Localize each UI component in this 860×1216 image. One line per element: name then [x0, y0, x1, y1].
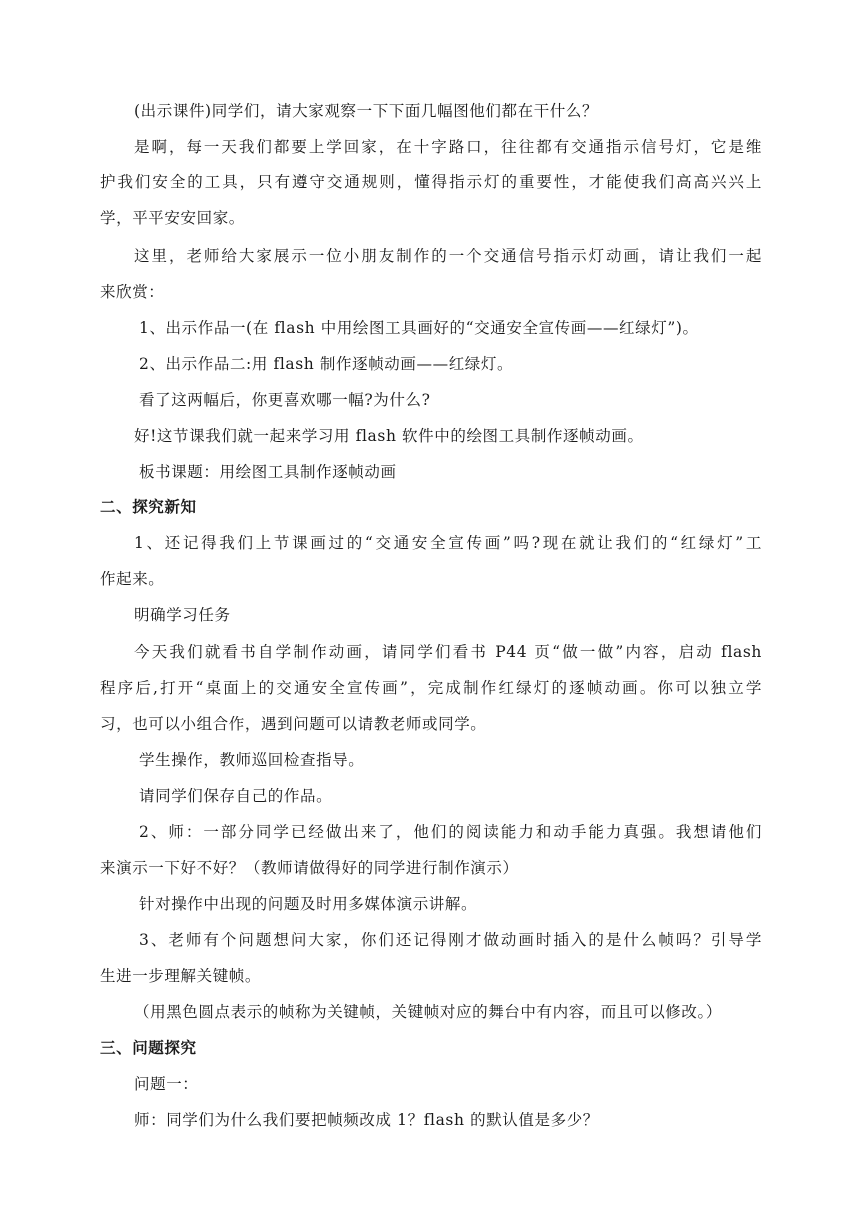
text-line: 学生操作，教师巡回检查指导。 — [139, 751, 365, 769]
text-line: 今天我们就看书自学制作动画，请同学们看书 P44 页“做一做”内容，启动 flash — [134, 643, 762, 661]
text-line: 生进一步理解关键帧。 — [100, 967, 262, 985]
text-line: （用黑色圆点表示的帧称为关键帧，关键帧对应的舞台中有内容，而且可以修改。） — [134, 1003, 722, 1021]
text-line: 护我们安全的工具，只有遵守交通规则，懂得指示灯的重要性，才能使我们高高兴兴上 — [100, 173, 762, 191]
text-line: 作起来。 — [100, 570, 165, 588]
text-line: 看了这两幅后，你更喜欢哪一幅?为什么? — [139, 391, 431, 409]
text-line: 1、出示作品一(在 flash 中用绘图工具画好的“交通安全宣传画——红绿灯”)。 — [139, 319, 699, 337]
text-line: 3、老师有个问题想问大家，你们还记得刚才做动画时插入的是什么帧吗？引导学 — [139, 931, 762, 949]
text-line: 板书课题：用绘图工具制作逐帧动画 — [139, 463, 397, 481]
text-line: (出示课件)同学们，请大家观察一下下面几幅图他们都在干什么？ — [134, 102, 599, 120]
text-line: 来欣赏： — [100, 283, 165, 301]
text-line: 针对操作中出现的问题及时用多媒体演示讲解。 — [139, 895, 478, 913]
text-line: 来演示一下好不好？（教师请做得好的同学进行制作演示） — [100, 859, 519, 877]
text-line: 是啊，每一天我们都要上学回家，在十字路口，往往都有交通指示信号灯，它是维 — [134, 138, 762, 156]
text-line: 2、出示作品二:用 flash 制作逐帧动画——红绿灯。 — [139, 355, 514, 373]
text-line: 好!这节课我们就一起来学习用 flash 软件中的绘图工具制作逐帧动画。 — [134, 427, 644, 445]
text-line: 请同学们保存自己的作品。 — [139, 787, 333, 805]
text-line: 这里，老师给大家展示一位小朋友制作的一个交通信号指示灯动画，请让我们一起 — [134, 247, 762, 265]
text-line: 问题一： — [134, 1075, 199, 1093]
text-line: 师：同学们为什么我们要把帧频改成 1？flash 的默认值是多少？ — [134, 1111, 599, 1129]
text-line: 2、师：一部分同学已经做出来了，他们的阅读能力和动手能力真强。我想请他们 — [139, 823, 762, 841]
section-heading: 二、探究新知 — [100, 498, 197, 516]
text-line: 明确学习任务 — [134, 606, 231, 624]
text-line: 习，也可以小组合作，遇到问题可以请教老师或同学。 — [100, 715, 487, 733]
text-line: 学，平平安安回家。 — [100, 209, 245, 227]
text-line: 程序后,打开“桌面上的交通安全宣传画”，完成制作红绿灯的逐帧动画。你可以独立学 — [100, 679, 762, 697]
text-line: 1、还记得我们上节课画过的“交通安全宣传画”吗?现在就让我们的“红绿灯”工 — [134, 534, 762, 552]
section-heading: 三、问题探究 — [100, 1039, 197, 1057]
